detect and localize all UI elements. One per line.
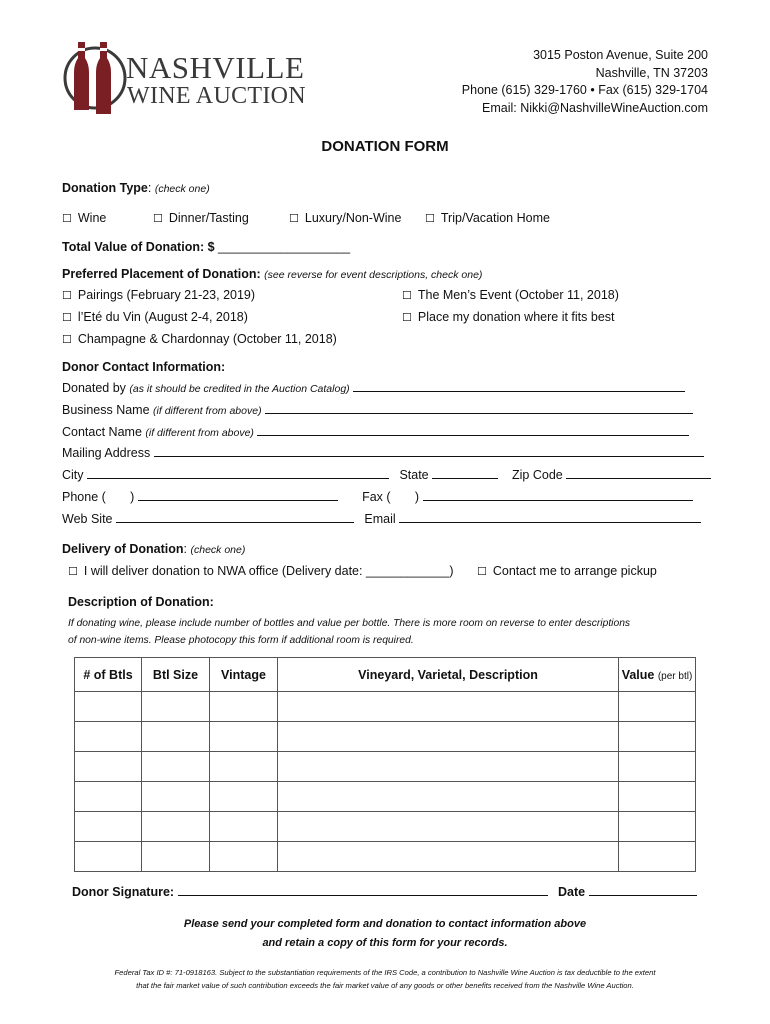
address-block <box>462 47 708 117</box>
checkbox-icon[interactable]: ☐ <box>153 212 163 225</box>
table-cell[interactable] <box>142 722 210 752</box>
table-cell[interactable] <box>75 752 142 782</box>
col-value: Value (per btl) <box>619 658 696 692</box>
table-cell[interactable] <box>75 842 142 872</box>
address-phone-fax: Phone (615) 329-1760 • Fax (615) 329-1704 <box>461 83 708 97</box>
description-note: If donating wine, please include number of bottles and value per bottle. There is more room on reverse to enter descriptions of non-wine items. Please photocopy this form if additional room is required. <box>68 618 631 646</box>
logo-text-wine-auction: WINE AUCTION <box>127 83 306 109</box>
placement-mens-event[interactable]: ☐ The Men’s Event (October 11, 2018) <box>402 288 619 302</box>
checkbox-icon[interactable]: ☐ <box>62 212 72 225</box>
address-city: Nashville, TN 37203 <box>595 65 708 80</box>
checkbox-icon[interactable]: ☐ <box>68 565 78 578</box>
footer-instructions: Please send your completed form and donation to contact information above and retain a copy of this form for your records. <box>183 918 587 949</box>
table-row[interactable] <box>75 812 696 842</box>
description-heading: Description of Donation: <box>68 595 214 609</box>
table-cell[interactable] <box>210 692 278 722</box>
table-cell[interactable] <box>75 782 142 812</box>
table-header-row <box>75 658 696 692</box>
table-cell[interactable] <box>142 812 210 842</box>
table-cell[interactable] <box>619 812 696 842</box>
table-cell[interactable] <box>278 842 619 872</box>
address-street: 3015 Poston Avenue, Suite 200 <box>533 48 708 62</box>
placement-best-fit[interactable]: ☐ Place my donation where it fits best <box>402 310 615 324</box>
logo-text-nashville: NASHVILLE <box>126 50 305 85</box>
checkbox-icon[interactable]: ☐ <box>402 311 412 324</box>
table-cell[interactable] <box>210 752 278 782</box>
wine-bottles-icon <box>60 38 130 118</box>
placement-pairings[interactable]: ☐ Pairings (February 21-23, 2019) <box>62 288 256 302</box>
website-email-row[interactable]: Web Site Email <box>62 511 701 526</box>
table-cell[interactable] <box>619 692 696 722</box>
table-row[interactable] <box>75 842 696 872</box>
donation-type-wine[interactable]: ☐ Wine <box>62 211 107 225</box>
checkbox-icon[interactable]: ☐ <box>289 212 299 225</box>
phone-fax-row[interactable]: Phone ( ) Fax ( ) <box>62 489 693 504</box>
col-bottle-size: Btl Size <box>142 658 210 692</box>
mailing-address-field[interactable]: Mailing Address <box>62 445 704 460</box>
table-cell[interactable] <box>278 782 619 812</box>
col-description: Vineyard, Varietal, Description <box>278 658 619 692</box>
form-title: DONATION FORM <box>321 138 449 155</box>
delivery-label: Delivery of Donation: (check one) <box>62 542 246 556</box>
signature-row[interactable]: Donor Signature: Date <box>72 884 697 899</box>
table-cell[interactable] <box>75 722 142 752</box>
col-vintage: Vintage <box>210 658 278 692</box>
placement-label: Preferred Placement of Donation: (see reverse for event descriptions, check one) <box>62 267 483 281</box>
table-row[interactable] <box>75 722 696 752</box>
delivery-option-pickup[interactable]: ☐ Contact me to arrange pickup <box>477 564 657 578</box>
table-cell[interactable] <box>75 692 142 722</box>
table-cell[interactable] <box>619 752 696 782</box>
checkbox-icon[interactable]: ☐ <box>62 289 72 302</box>
table-cell[interactable] <box>619 782 696 812</box>
donation-type-dinner[interactable]: ☐ Dinner/Tasting <box>153 211 249 225</box>
table-cell[interactable] <box>278 812 619 842</box>
table-cell[interactable] <box>142 782 210 812</box>
donation-items-table <box>74 657 696 872</box>
donation-type-luxury[interactable]: ☐ Luxury/Non-Wine <box>289 211 402 225</box>
checkbox-icon[interactable]: ☐ <box>425 212 435 225</box>
contact-heading: Donor Contact Information: <box>62 360 226 374</box>
city-state-zip-row[interactable]: City State Zip Code <box>62 467 711 482</box>
footer-tax-note: Federal Tax ID #: 71-0918163. Subject to the substantiation requirements of the IRS Code, a contribution to Nashville Wine Auction is tax deductible to the extent that the fair market value of such contribution exceeds the fair market value of any goods or other benefits received from the Nashville Wine Auction. <box>114 968 656 990</box>
total-value-field[interactable]: Total Value of Donation: $ ___________________ <box>62 240 351 254</box>
table-row[interactable] <box>75 752 696 782</box>
table-cell[interactable] <box>619 842 696 872</box>
table-row[interactable] <box>75 692 696 722</box>
donation-type-trip[interactable]: ☐ Trip/Vacation Home <box>425 211 550 225</box>
checkbox-icon[interactable]: ☐ <box>402 289 412 302</box>
table-cell[interactable] <box>278 752 619 782</box>
donated-by-field[interactable]: Donated by (as it should be credited in the Auction Catalog) <box>62 380 685 395</box>
table-row[interactable] <box>75 782 696 812</box>
table-cell[interactable] <box>619 722 696 752</box>
table-cell[interactable] <box>142 842 210 872</box>
address-email: Email: Nikki@NashvilleWineAuction.com <box>482 100 708 115</box>
checkbox-icon[interactable]: ☐ <box>62 311 72 324</box>
checkbox-icon[interactable]: ☐ <box>62 333 72 346</box>
delivery-option-self[interactable]: ☐ I will deliver donation to NWA office (Delivery date: ____________) <box>68 564 454 578</box>
table-cell[interactable] <box>210 812 278 842</box>
checkbox-icon[interactable]: ☐ <box>477 565 487 578</box>
table-cell[interactable] <box>210 842 278 872</box>
table-cell[interactable] <box>142 752 210 782</box>
table-cell[interactable] <box>210 782 278 812</box>
col-num-bottles: # of Btls <box>75 658 142 692</box>
table-cell[interactable] <box>210 722 278 752</box>
business-name-field[interactable]: Business Name (if different from above) <box>62 402 693 417</box>
table-cell[interactable] <box>142 692 210 722</box>
table-cell[interactable] <box>278 722 619 752</box>
contact-name-field[interactable]: Contact Name (if different from above) <box>62 424 689 439</box>
table-cell[interactable] <box>75 812 142 842</box>
placement-ete-du-vin[interactable]: ☐ l’Eté du Vin (August 2-4, 2018) <box>62 310 248 324</box>
table-cell[interactable] <box>278 692 619 722</box>
donation-type-label: Donation Type: (check one) <box>62 181 210 195</box>
placement-champagne[interactable]: ☐ Champagne & Chardonnay (October 11, 2018) <box>62 332 337 346</box>
